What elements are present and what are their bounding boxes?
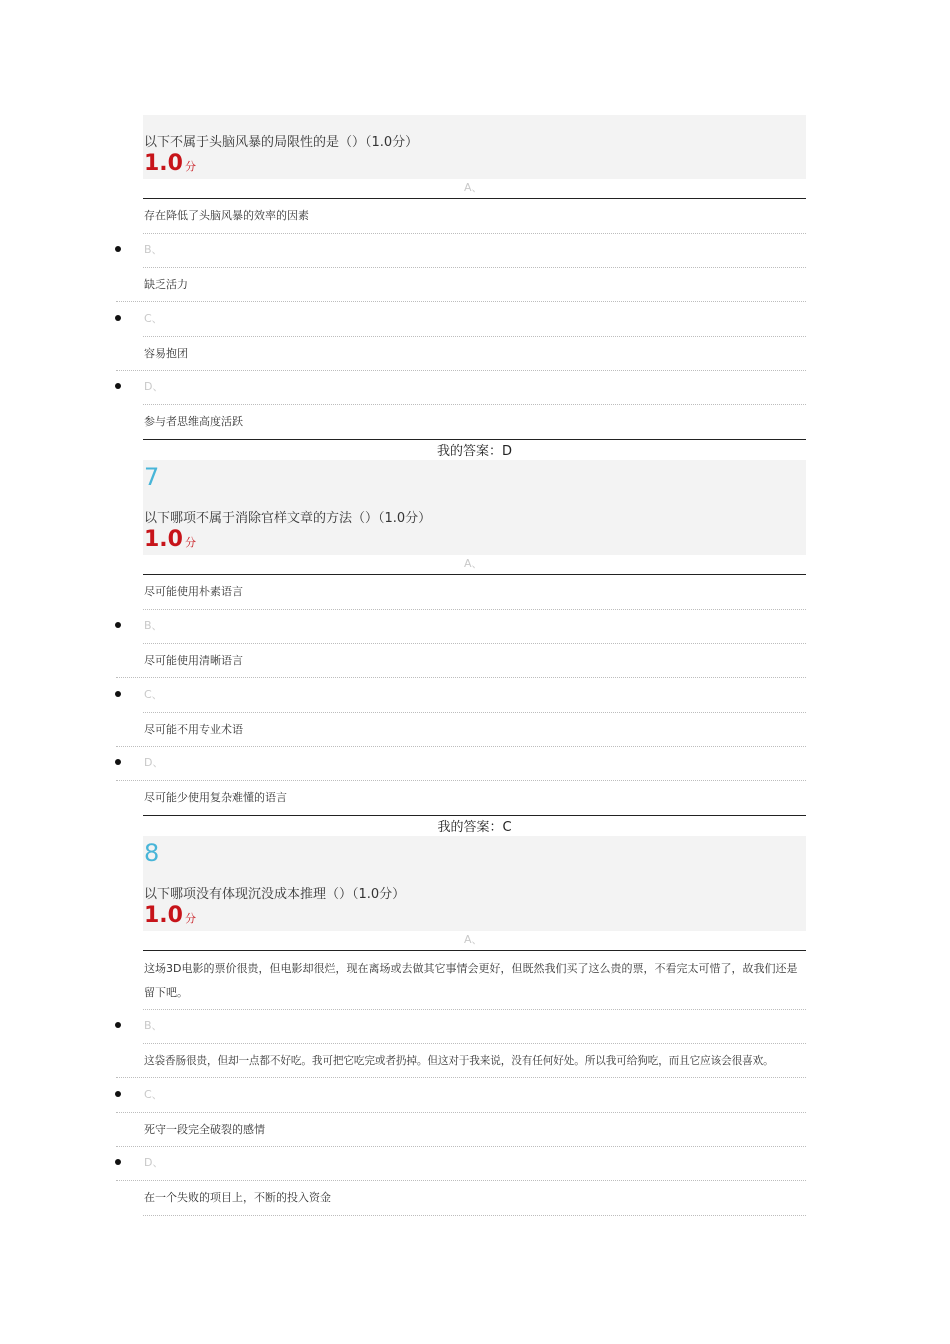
option-letter[interactable]: D、 [144, 756, 164, 769]
option-bullet [115, 759, 121, 765]
option-separator [143, 712, 806, 713]
option-separator [116, 746, 806, 747]
section-divider [143, 439, 806, 440]
option-separator [143, 1215, 806, 1216]
option-separator [143, 1009, 806, 1010]
option-letter: A、 [464, 181, 483, 194]
option-separator [143, 336, 806, 337]
option-bullet [115, 1159, 121, 1165]
option-bullet [115, 383, 121, 389]
option-separator [116, 780, 806, 781]
option-letter[interactable]: B、 [144, 243, 163, 256]
section-divider [143, 198, 806, 199]
option-letter[interactable]: C、 [144, 1088, 163, 1101]
option-text[interactable]: 尽可能少使用复杂难懂的语言 [144, 791, 287, 804]
section-divider [143, 950, 806, 951]
option-text: 存在降低了头脑风暴的效率的因素 [144, 209, 309, 222]
option-text[interactable]: 这袋香肠很贵，但却一点都不好吃。我可把它吃完或者扔掉。但这对于我来说，没有任何好处。所以我可给狗吃，而且它应该会很喜欢。 [144, 1055, 774, 1067]
option-letter[interactable]: C、 [144, 312, 163, 325]
option-separator [143, 643, 806, 644]
score-value: 1.0 [144, 527, 183, 552]
score-unit: 分 [184, 160, 196, 173]
option-text[interactable]: 缺乏活力 [144, 278, 188, 291]
my-answer: 我的答案：C [437, 820, 512, 835]
option-letter: A、 [464, 557, 483, 570]
option-separator [116, 677, 806, 678]
question-score [144, 153, 196, 175]
option-separator [143, 233, 806, 234]
option-separator [143, 404, 806, 405]
option-bullet [115, 1022, 121, 1028]
option-bullet [115, 622, 121, 628]
score-unit: 分 [184, 536, 196, 549]
question-text: 以下不属于头脑风暴的局限性的是（）（1.0分） [144, 135, 419, 150]
option-text: 尽可能使用朴素语言 [144, 585, 243, 598]
option-letter[interactable]: D、 [144, 380, 164, 393]
my-answer: 我的答案：D [436, 444, 512, 459]
option-letter[interactable]: B、 [144, 619, 163, 632]
score-value: 1.0 [144, 151, 183, 176]
option-text[interactable]: 尽可能不用专业术语 [144, 723, 243, 736]
option-separator [116, 1112, 806, 1113]
option-separator [116, 1077, 806, 1078]
section-divider [143, 574, 806, 575]
option-text: 这场3D电影的票价很贵，但电影却很烂，现在离场或去做其它事情会更好，但既然我们买了这么贵的票，不看完太可惜了，故我们还是留下吧。 [144, 962, 798, 999]
option-letter: A、 [464, 933, 483, 946]
option-text[interactable]: 尽可能使用清晰语言 [144, 654, 243, 667]
option-bullet [115, 1091, 121, 1097]
option-bullet [115, 246, 121, 252]
option-separator [143, 609, 806, 610]
option-separator [143, 1043, 806, 1044]
option-letter[interactable]: B、 [144, 1019, 163, 1032]
option-letter[interactable]: D、 [144, 1156, 164, 1169]
option-text[interactable]: 在一个失败的项目上，不断的投入资金 [144, 1191, 331, 1204]
question-score [144, 529, 196, 551]
question-number: 8 [144, 839, 160, 867]
question-score [144, 905, 196, 927]
option-separator [116, 301, 806, 302]
score-unit: 分 [184, 912, 196, 925]
option-text[interactable]: 容易抱团 [144, 347, 188, 360]
question-text: 以下哪项不属于消除官样文章的方法（）（1.0分） [144, 511, 432, 526]
option-text[interactable]: 死守一段完全破裂的感情 [144, 1123, 265, 1136]
option-separator [116, 370, 806, 371]
section-divider [143, 815, 806, 816]
question-number: 7 [144, 463, 160, 491]
option-separator [116, 1146, 806, 1147]
score-value: 1.0 [144, 903, 183, 928]
question-text: 以下哪项没有体现沉没成本推理（）（1.0分） [144, 887, 406, 902]
option-separator [116, 1180, 806, 1181]
option-bullet [115, 691, 121, 697]
option-separator [143, 267, 806, 268]
option-bullet [115, 315, 121, 321]
option-letter[interactable]: C、 [144, 688, 163, 701]
option-text[interactable]: 参与者思维高度活跃 [144, 415, 243, 428]
